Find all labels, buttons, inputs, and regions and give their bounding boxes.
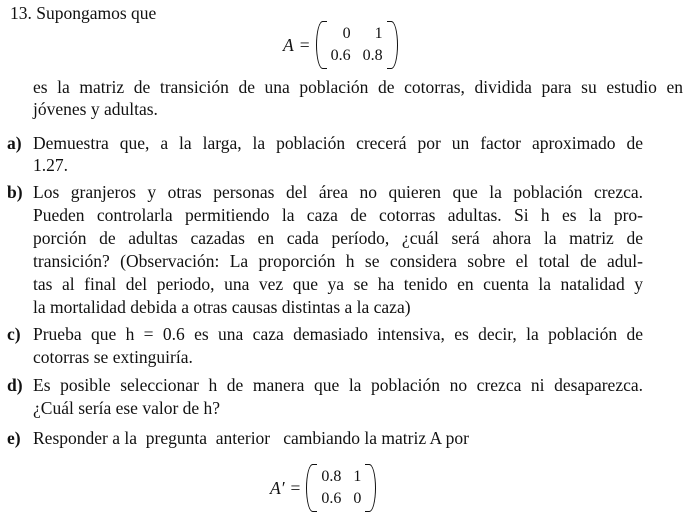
- matrix-a-prime-grid: [317, 466, 365, 510]
- item-b-line-2: Pueden controlarla permitiendo la caza de cotorras adultas. Si h es la pro-: [33, 205, 643, 225]
- item-b-line-5: tas al final del periodo, una vez que ya se ha tenido en cuenta la natalidad y: [33, 274, 643, 294]
- item-e-line-1: Responder a la pregunta anterior cambiando la matriz A por: [33, 428, 469, 448]
- matrix-a-equals: =: [299, 34, 310, 55]
- left-paren: [306, 464, 317, 512]
- matrix-a-cell: 0.8: [362, 47, 383, 64]
- item-c-label: c): [7, 324, 21, 344]
- matrix-a-prime-cell: 0.8: [321, 468, 342, 485]
- item-e-label: e): [7, 428, 21, 448]
- matrix-a-prime-equals: =: [290, 477, 301, 498]
- matrix-a-name: A: [283, 34, 294, 55]
- matrix-a: [283, 21, 398, 69]
- left-paren: [316, 21, 327, 69]
- item-b-line-6: la mortalidad debida a otras causas distintas a la caza): [33, 297, 411, 317]
- matrix-a-prime-cell: 0.6: [321, 490, 342, 507]
- problem-heading: [10, 1, 156, 25]
- item-a-line-1: Demuestra que, a la larga, la población crecerá por un factor aproximado de: [33, 133, 643, 153]
- item-b-line-1: Los granjeros y otras personas del área no quieren que la población crezca.: [33, 182, 643, 202]
- matrix-a-prime-name: A′: [270, 477, 285, 498]
- right-paren: [387, 21, 398, 69]
- item-b-line-3: porción de adultas cazadas en cada período, ¿cuál será ahora la matriz de: [33, 228, 643, 248]
- item-d-line-1: Es posible seleccionar h de manera que la población no crezca ni desaparezca.: [33, 375, 643, 395]
- item-a-line-2: 1.27.: [33, 155, 68, 175]
- matrix-a-prime-cell: 0: [353, 490, 362, 507]
- problem-description-line-1: es la matriz de transición de una población de cotorras, dividida para su estudio en: [33, 77, 683, 97]
- item-c-line-1: Prueba que h = 0.6 es una caza demasiado intensiva, es decir, la población de: [33, 324, 643, 344]
- item-c-line-2: cotorras se extinguiría.: [33, 347, 193, 367]
- matrix-a-grid: [327, 23, 387, 67]
- problem-intro: Supongamos que: [36, 3, 157, 23]
- item-b-label: b): [7, 182, 23, 202]
- item-d-line-2: ¿Cuál sería ese valor de h?: [33, 398, 221, 418]
- problem-description-line-2: jóvenes y adultas.: [33, 99, 158, 119]
- matrix-a-prime-cell: 1: [353, 468, 362, 485]
- item-a-label: a): [7, 133, 22, 153]
- right-paren: [365, 464, 376, 512]
- matrix-a-cell: 0.6: [330, 47, 351, 64]
- matrix-a-cell: 0: [342, 25, 351, 42]
- matrix-a-cell: 1: [374, 25, 383, 42]
- item-b-line-4: transición? (Observación: La proporción h se considera sobre el total de adul-: [33, 251, 643, 271]
- matrix-a-prime: [270, 464, 376, 512]
- problem-number: 13.: [10, 3, 32, 23]
- item-d-label: d): [7, 375, 23, 395]
